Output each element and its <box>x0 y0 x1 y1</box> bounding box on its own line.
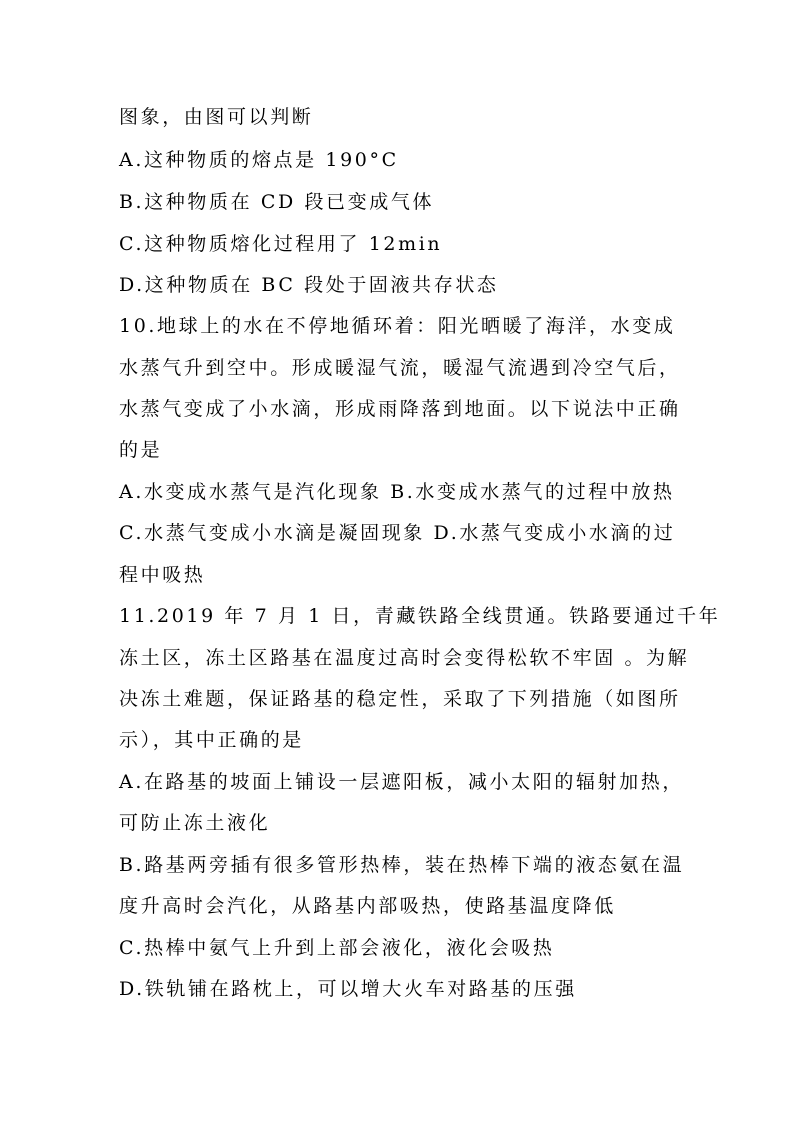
text-line-q9-option-c: C.这种物质熔化过程用了 12min <box>119 233 443 255</box>
text-line-q9-option-d: D.这种物质在 BC 段处于固液共存状态 <box>119 274 499 296</box>
text-line-q11-stem-4: 示），其中正确的是 <box>119 729 304 751</box>
text-line-q9-option-b: B.这种物质在 CD 段已变成气体 <box>119 191 435 213</box>
text-line-q11-stem-2: 冻土区，冻土区路基在温度过高时会变得松软不牢固 。为解 <box>119 647 690 669</box>
text-line-q11-option-c: C.热棒中氨气上升到上部会液化，液化会吸热 <box>119 937 555 959</box>
text-line-q11-option-b: B.路基两旁插有很多管形热棒，装在热棒下端的液态氨在温 <box>119 854 685 876</box>
text-line-q9-stem-end: 图象，由图可以判断 <box>119 106 314 128</box>
text-line-q10-options-ab: A.水变成水蒸气是汽化现象 B.水变成水蒸气的过程中放热 <box>119 481 675 503</box>
text-line-q10-stem-3: 水蒸气变成了小水滴，形成雨降落到地面。以下说法中正确 <box>119 398 681 420</box>
text-line-q10-options-cd: C.水蒸气变成小水滴是凝固现象 D.水蒸气变成小水滴的过 <box>119 522 676 544</box>
text-line-q10-option-d-end: 程中吸热 <box>119 564 206 586</box>
text-line-q10-stem-4: 的是 <box>119 439 163 461</box>
text-line-q11-stem-3: 决冻土难题，保证路基的稳定性，采取了下列措施（如图所 <box>119 688 681 710</box>
text-line-q11-stem-1: 11.2019 年 7 月 1 日，青藏铁路全线贯通。铁路要通过千年 <box>119 605 721 627</box>
text-line-q11-option-a: A.在路基的坡面上铺设一层遮阳板，减小太阳的辐射加热， <box>119 771 684 793</box>
text-line-q9-option-a: A.这种物质的熔点是 190°C <box>119 149 399 171</box>
text-line-q10-stem-1: 10.地球上的水在不停地循环着：阳光晒暖了海洋，水变成 <box>119 315 676 337</box>
text-line-q11-option-b-end: 度升高时会汽化，从路基内部吸热，使路基温度降低 <box>119 895 616 917</box>
text-line-q11-option-a-end: 可防止冻土液化 <box>119 812 271 834</box>
text-line-q11-option-d: D.铁轨铺在路枕上，可以增大火车对路基的压强 <box>119 978 577 1000</box>
text-line-q10-stem-2: 水蒸气升到空中。形成暖湿气流，暖湿气流遇到冷空气后， <box>119 357 681 379</box>
